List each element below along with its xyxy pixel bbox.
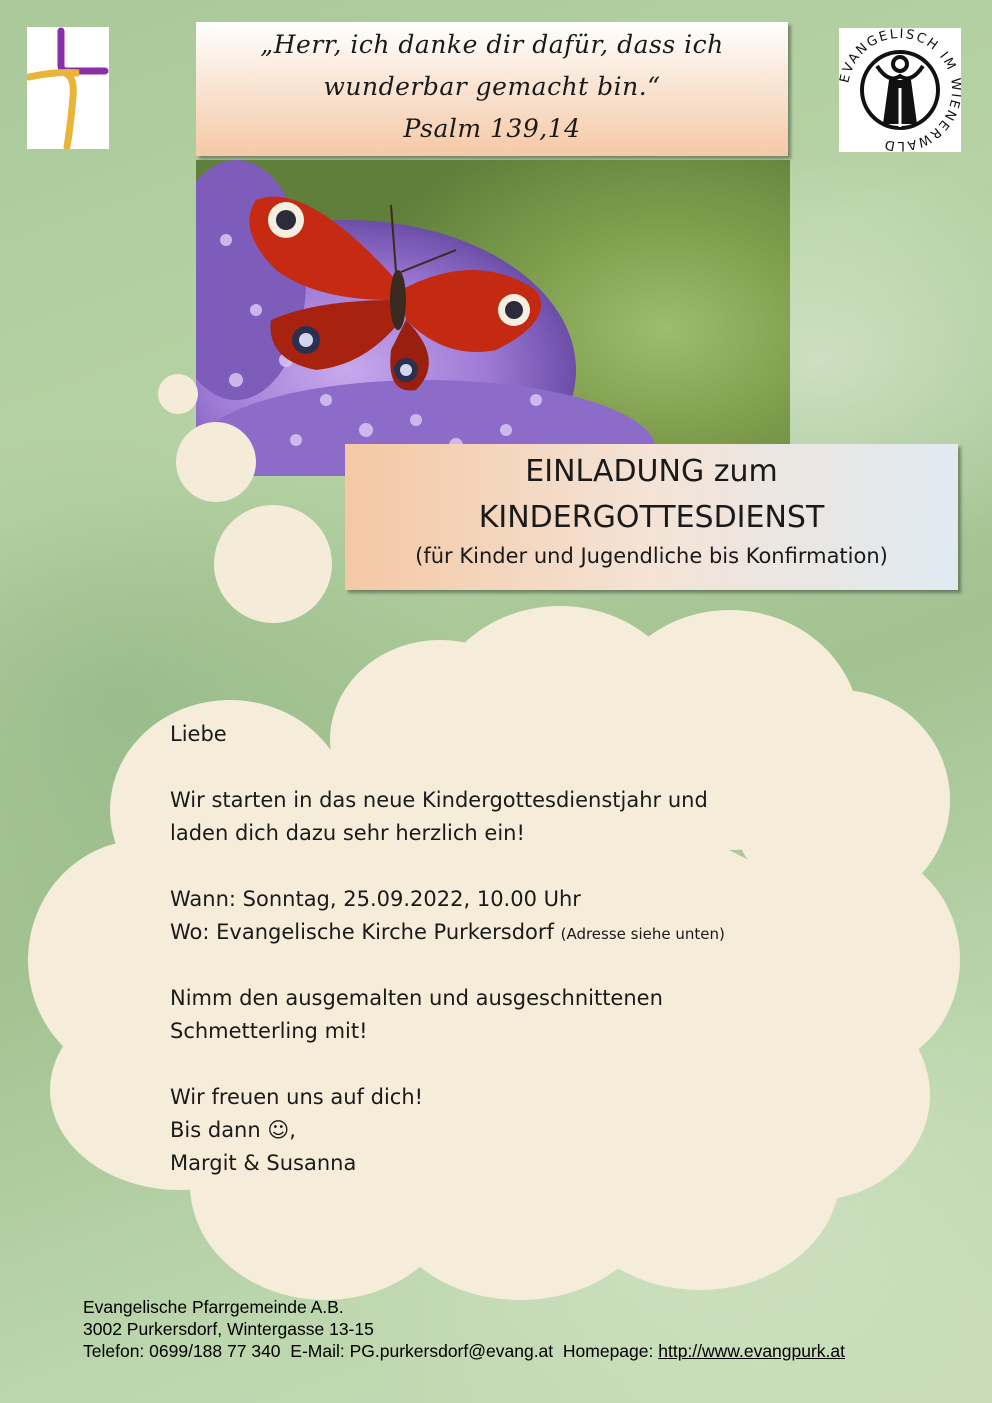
letter-closing-1: Wir freuen uns auf dich! xyxy=(170,1085,424,1109)
wienerwald-emblem-icon xyxy=(839,28,961,152)
title-subtitle: (für Kinder und Jugendliche bis Konfirmation) xyxy=(415,544,888,568)
bible-quote-box xyxy=(196,22,788,156)
butterfly-photo xyxy=(196,160,790,476)
title-line-1: EINLADUNG zum xyxy=(525,454,778,489)
footer-address: 3002 Purkersdorf, Wintergasse 13-15 xyxy=(83,1319,374,1339)
event-location-row xyxy=(170,916,725,949)
event-location-note: (Adresse siehe unten) xyxy=(560,925,725,943)
footer-contact xyxy=(83,1296,845,1362)
letter-intro-1: Wir starten in das neue Kindergottesdienstjahr und xyxy=(170,788,708,812)
quote-reference: Psalm 139,14 xyxy=(403,114,581,143)
invitation-letter xyxy=(170,718,725,1180)
cross-icon xyxy=(27,27,109,149)
letter-intro-2: laden dich dazu sehr herzlich ein! xyxy=(170,821,525,845)
event-location: Wo: Evangelische Kirche Purkersdorf xyxy=(170,920,554,944)
letter-instruction-2: Schmetterling mit! xyxy=(170,1019,368,1043)
invitation-title-box xyxy=(345,444,958,590)
thought-bubble-small xyxy=(158,374,198,414)
letter-greeting: Liebe xyxy=(170,722,227,746)
peacock-butterfly-illustration xyxy=(196,160,790,476)
footer-email: E-Mail: PG.purkersdorf@evang.at xyxy=(290,1341,554,1361)
footer-phone: Telefon: 0699/188 77 340 xyxy=(83,1341,281,1361)
letter-signature: Margit & Susanna xyxy=(170,1151,357,1175)
thought-bubble-medium xyxy=(176,422,256,502)
logo-ring-text: EVANGELISCH IM ENERWALD xyxy=(839,28,961,152)
evangelisch-im-wienerwald-logo xyxy=(839,28,961,152)
footer-homepage-label: Homepage: xyxy=(562,1341,654,1361)
event-date-time: Wann: Sonntag, 25.09.2022, 10.00 Uhr xyxy=(170,887,581,911)
title-line-2: KINDERGOTTESDIENST xyxy=(478,500,825,535)
quote-line-2: wunderbar gemacht bin.“ xyxy=(323,72,661,101)
homepage-link[interactable]: http://www.evangpurk.at xyxy=(658,1341,846,1361)
letter-closing-2: Bis dann ☺, xyxy=(170,1118,296,1142)
church-cross-logo xyxy=(27,27,109,149)
footer-org: Evangelische Pfarrgemeinde A.B. xyxy=(83,1297,344,1317)
letter-instruction-1: Nimm den ausgemalten und ausgeschnittenen xyxy=(170,986,663,1010)
quote-line-1: „Herr, ich danke dir dafür, dass ich xyxy=(260,30,724,59)
thought-bubble-large xyxy=(214,505,332,623)
footer-contact-row xyxy=(83,1340,845,1362)
